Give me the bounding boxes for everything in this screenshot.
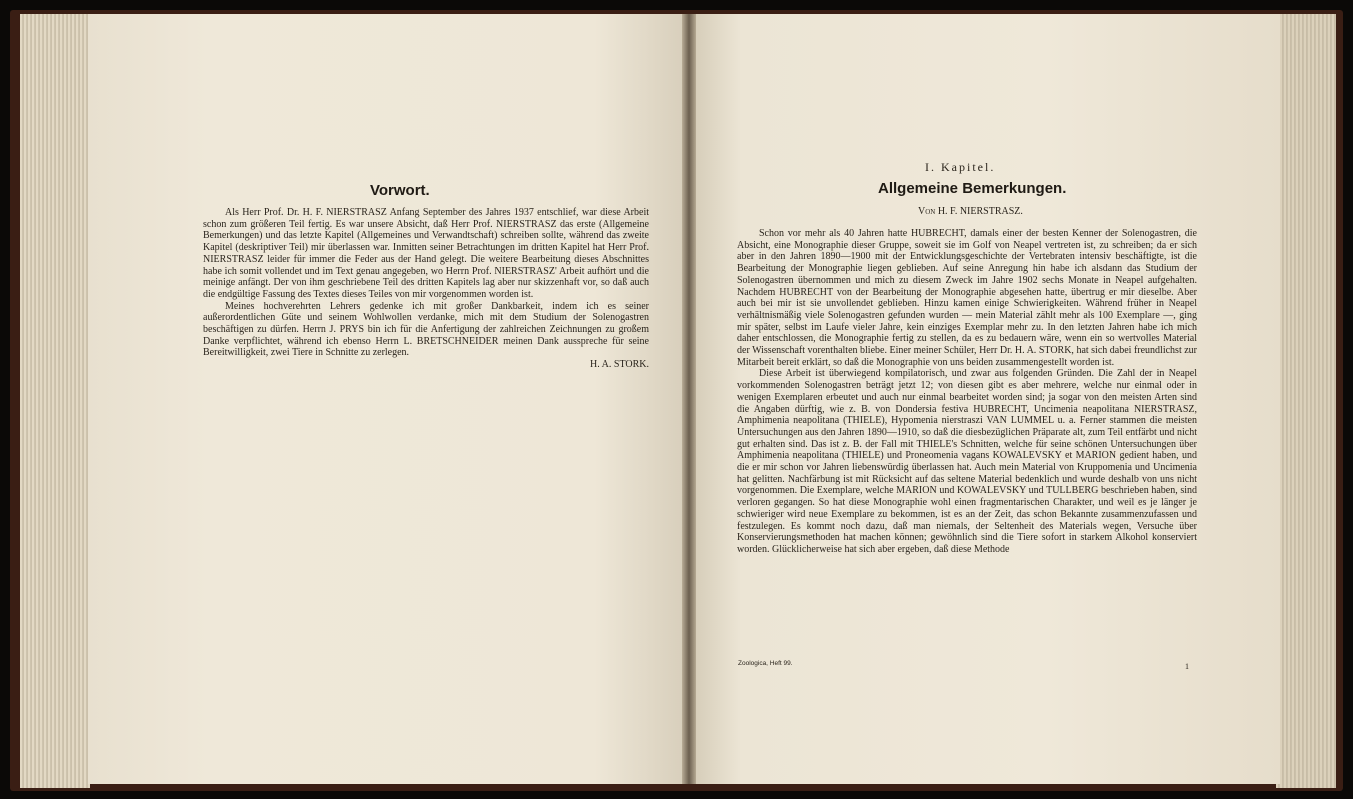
left-page bbox=[88, 14, 684, 784]
journal-footer: Zoologica, Heft 99. bbox=[738, 660, 793, 667]
chapter-author: Von H. F. NIERSTRASZ. bbox=[918, 206, 1023, 217]
page-edges-right bbox=[1276, 14, 1336, 788]
page-edges-left bbox=[20, 14, 90, 788]
chapter-paragraph-2: Diese Arbeit ist überwiegend kompilatorisch, und zwar aus folgenden Gründen. Die Zahl der in Neapel vorkommenden Solenogastren beträgt jetzt 12; von diesen gibt es aber mehrere, welche nur einmal oder in wenigen Exemplaren erbeutet und auch nur einmal bearbeitet worden sind; ja sogar von den meisten Arten sind die Angaben dürftig, wie z. B. von Dondersia festiva HUBRECHT, Uncimenia neapolitana NIERSTRASZ, Amphimenia neapolitana (THIELE), Hypomenia nierstraszi VAN LUMMEL u. a. Ferner stammen die meisten Untersuchungen aus den Jahren 1890—1910, so daß die diesbezüglichen Präparate alt, zum Teil entfärbt und nicht gut erhalten sind. Das ist z. B. der Fall mit THIELE's Schnitten, welche für seine schönen Untersuchungen über Amphimenia neapolitana (THIELE) und Proneomenia vagans KOWALEVSKY et MARION gedient haben, und die er mir schon vor Jahren liebenswürdig überlassen hat. Auch mein Material von Kruppomenia und Uncimenia hat gelitten. Nachfärbung ist mit Rücksicht auf das seltene Material bedenklich und wurde deshalb von uns nicht vorgenommen. Die Exemplare, welche MARION und KOWALEVSKY und TULLBERG beschrieben haben, sind verloren gegangen. So hat diese Monographie wohl einen fragmentarischen Charakter, und weil es je länger je schwieriger wird neue Exemplare zu bekommen, ist es an der Zeit, das schon Bekannte zusammenzufassen und festzulegen. Es kommt noch dazu, daß man niemals, der Seltenheit des Materials wegen, Versuche über Konservierungsmethoden hat machen können; gewöhnlich sind die Tiere sofort in starkem Alkohol konserviert worden. Glücklicherweise hat sich aber ergeben, daß diese Methode bbox=[737, 368, 1197, 555]
sheet-number: 1 bbox=[1185, 662, 1189, 671]
vorwort-body bbox=[203, 207, 649, 371]
vorwort-paragraph-2: Meines hochverehrten Lehrers gedenke ich mit großer Dankbarkeit, indem ich es seiner außerordentlichen Güte und seinem Wohlwollen verdanke, mich mit dem Studium der Solenogastren beschäftigen zu dürfen. Herrn J. PRYS bin ich für die Anfertigung der zahlreichen Zeichnungen zu großem Danke verpflichtet, während ich ebenso Herrn L. BRETSCHNEIDER meinen Dank ausspreche für seine Bereitwilligkeit, zwei Tiere in Schnitte zu zerlegen. bbox=[203, 300, 649, 359]
book-gutter bbox=[682, 14, 696, 784]
chapter-label: I. Kapitel. bbox=[925, 160, 996, 174]
chapter-body bbox=[737, 228, 1197, 556]
vorwort-title: Vorwort. bbox=[370, 182, 430, 199]
chapter-paragraph-1: Schon vor mehr als 40 Jahren hatte HUBRECHT, damals einer der besten Kenner der Solenogastren, die Absicht, eine Monographie dieser Gruppe, soweit sie im Golf von Neapel vertreten ist, zu schreiben; da er sich aber in den Jahren 1890—1900 mit der Entwicklungsgeschichte der Vertebraten intensiv beschäftigte, ist die Bearbeitung der Monographie liegen geblieben. Auf seine Anregung hin habe ich alsdann das Studium der Solenogastren übernommen und mich zu diesem Zweck im Jahre 1902 sechs Monate in Neapel aufgehalten. Nachdem HUBRECHT von der Bearbeitung der Monographie abgesehen hatte, übertrug er mir dieselbe. Aber auch bei mir ist sie unvollendet geblieben. Hinzu kamen einige Schwierigkeiten. Während früher in Neapel verhältnismäßig viele Solenogastren gefunden wurden — mein Material zählt mehr als 100 Exemplare —, ging mir später, selbst im Laufe vieler Jahre, kein einziges Exemplar mehr zu. In den letzten Jahren habe ich mich daher entschlossen, die Monographie fertig zu stellen, da es zu bedauern wäre, wenn ein so wertvolles Material der Wissenschaft vorenthalten bliebe. Einer meiner Schüler, Herr Dr. H. A. STORK, hat sich dabei freundlichst zur Mitarbeit bereit erklärt, so daß die Monographie von uns beiden zusammengestellt worden ist. bbox=[737, 228, 1197, 368]
chapter-title: Allgemeine Bemerkungen. bbox=[878, 180, 1067, 197]
vorwort-signature: H. A. STORK. bbox=[590, 359, 649, 371]
vorwort-paragraph-1: Als Herr Prof. Dr. H. F. NIERSTRASZ Anfang September des Jahres 1937 entschlief, war diese Arbeit schon zum größeren Teil fertig. Es war unsere Absicht, daß Herr Prof. NIERSTRASZ das erste (Allgemeine Bemerkungen) und das letzte Kapitel (Allgemeines und Verwandtschaft) schreiben sollte, während das zweite Kapitel (deskriptiver Teil) mir überlassen war. Inmitten seiner Betrachtungen im dritten Kapitel hat Herr Prof. NIERSTRASZ leider für immer die Feder aus der Hand gelegt. Die weitere Bearbeitung dieses Abschnittes habe ich somit vollendet und im Text genau angegeben, wo Herrn Prof. NIERSTRASZ' Arbeit aufhört und die meinige anfängt. Der von ihm geschriebene Teil des dritten Kapitels lag aber nur skizzenhaft vor, so daß auch die endgültige Fassung des Textes dieses Teiles von mir vorgenommen worden ist. bbox=[203, 207, 649, 300]
